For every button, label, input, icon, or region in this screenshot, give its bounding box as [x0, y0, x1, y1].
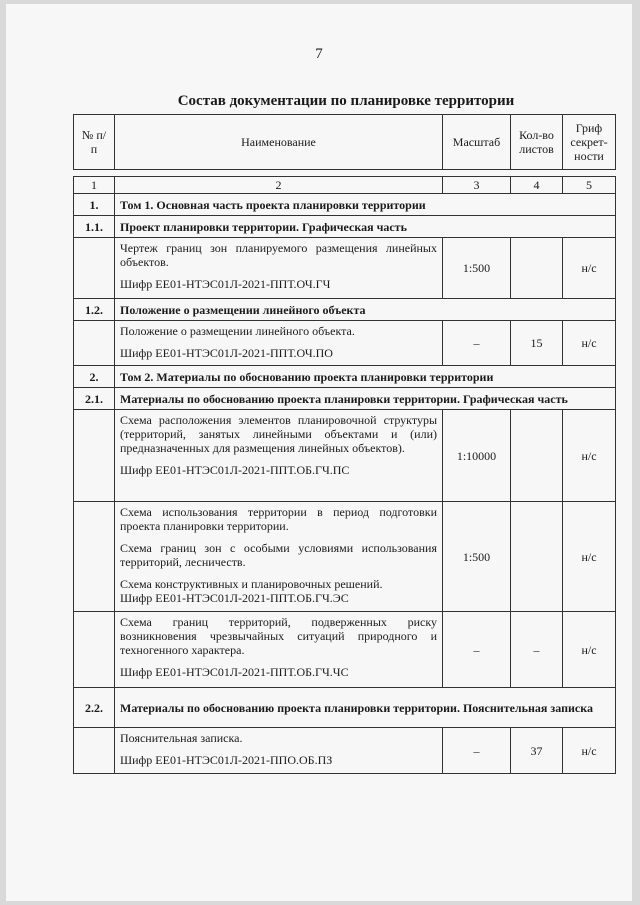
document-name-cell — [115, 502, 443, 612]
section-title: Проект планировки территории. Графическая часть — [115, 216, 616, 238]
section-title: Материалы по обоснованию проекта планировки территории. Пояснительная записка — [115, 688, 616, 728]
section-number: 2.1. — [74, 388, 115, 410]
document-item: Схема границ зон с особыми условиями использования территорий, лесничеств. — [120, 541, 437, 569]
header-name: Наименование — [115, 115, 443, 170]
document-name-cell — [115, 612, 443, 688]
document-item: Чертеж границ зон планируемого размещения линейных объектов. — [120, 241, 437, 269]
sheets-cell — [511, 502, 563, 612]
page-number: 7 — [315, 46, 323, 62]
document-name-cell — [115, 410, 443, 502]
section-row — [74, 299, 616, 321]
column-numbers-row — [74, 177, 616, 194]
header-sheets: Кол-во листов — [511, 115, 563, 170]
document-cipher: Шифр ЕЕ01-НТЭС01Л-2021-ППТ.ОЧ.ГЧ — [120, 277, 331, 291]
column-number: 5 — [563, 177, 616, 194]
classification-cell: н/с — [563, 502, 616, 612]
section-title: Материалы по обоснованию проекта планировки территории. Графическая часть — [115, 388, 616, 410]
column-number: 4 — [511, 177, 563, 194]
sheets-cell: 37 — [511, 728, 563, 774]
sheets-cell — [511, 238, 563, 299]
section-row — [74, 216, 616, 238]
scale-cell: – — [443, 321, 511, 366]
header-scale: Масштаб — [443, 115, 511, 170]
document-item: Схема границ территорий, подверженных риску возникновения чрезвычайных ситуаций природного и техногенного характера. — [120, 615, 437, 657]
scale-cell: – — [443, 612, 511, 688]
classification-cell: н/с — [563, 321, 616, 366]
documentation-table — [73, 114, 616, 774]
page-title: Состав документации по планировке территории — [177, 93, 515, 109]
section-row — [74, 388, 616, 410]
document-cipher: Шифр ЕЕ01-НТЭС01Л-2021-ППО.ОБ.ПЗ — [120, 753, 333, 767]
column-number: 2 — [115, 177, 443, 194]
scale-cell: – — [443, 728, 511, 774]
document-name-cell — [115, 728, 443, 774]
document-item: Пояснительная записка. — [120, 731, 243, 745]
classification-cell: н/с — [563, 728, 616, 774]
section-number: 2.2. — [74, 688, 115, 728]
column-number: 1 — [74, 177, 115, 194]
document-item: Схема конструктивных и планировочных решений. — [120, 577, 383, 591]
document-page — [6, 4, 632, 901]
section-number: 1.1. — [74, 216, 115, 238]
section-number: 2. — [74, 366, 115, 388]
scale-cell: 1:500 — [443, 502, 511, 612]
classification-cell: н/с — [563, 238, 616, 299]
section-title: Положение о размещении линейного объекта — [115, 299, 616, 321]
document-name-cell — [115, 238, 443, 299]
header-gap — [74, 170, 616, 177]
sheets-cell: 15 — [511, 321, 563, 366]
document-name-cell — [115, 321, 443, 366]
section-row — [74, 366, 616, 388]
header-classification: Гриф секрет-ности — [563, 115, 616, 170]
document-cipher: Шифр ЕЕ01-НТЭС01Л-2021-ППТ.ОЧ.ПО — [120, 346, 333, 360]
table-row — [74, 612, 616, 688]
section-number: 1. — [74, 194, 115, 216]
scale-cell: 1:500 — [443, 238, 511, 299]
table-row — [74, 728, 616, 774]
document-cipher: Шифр ЕЕ01-НТЭС01Л-2021-ППТ.ОБ.ГЧ.ПС — [120, 463, 350, 477]
header-num: № п/п — [74, 115, 115, 170]
section-row — [74, 688, 616, 728]
table-header-row — [74, 115, 616, 170]
section-title: Том 2. Материалы по обоснованию проекта планировки территории — [115, 366, 616, 388]
section-title: Том 1. Основная часть проекта планировки территории — [115, 194, 616, 216]
document-cipher: Шифр ЕЕ01-НТЭС01Л-2021-ППТ.ОБ.ГЧ.ЭС — [120, 591, 349, 605]
table-row — [74, 502, 616, 612]
document-item: Схема использования территории в период подготовки проекта планировки территории. — [120, 505, 437, 533]
section-row — [74, 194, 616, 216]
table-row — [74, 321, 616, 366]
classification-cell: н/с — [563, 410, 616, 502]
section-number: 1.2. — [74, 299, 115, 321]
sheets-cell — [511, 410, 563, 502]
document-item: Положение о размещении линейного объекта. — [120, 324, 355, 338]
sheets-cell: – — [511, 612, 563, 688]
document-item: Схема расположения элементов планировочной структуры (территорий, занятых линейными объектами и (или) предназначенных для размещения линейных объектов). — [120, 413, 437, 455]
document-cipher: Шифр ЕЕ01-НТЭС01Л-2021-ППТ.ОБ.ГЧ.ЧС — [120, 665, 349, 679]
column-number: 3 — [443, 177, 511, 194]
classification-cell: н/с — [563, 612, 616, 688]
scale-cell: 1:10000 — [443, 410, 511, 502]
table-row — [74, 410, 616, 502]
table-row — [74, 238, 616, 299]
